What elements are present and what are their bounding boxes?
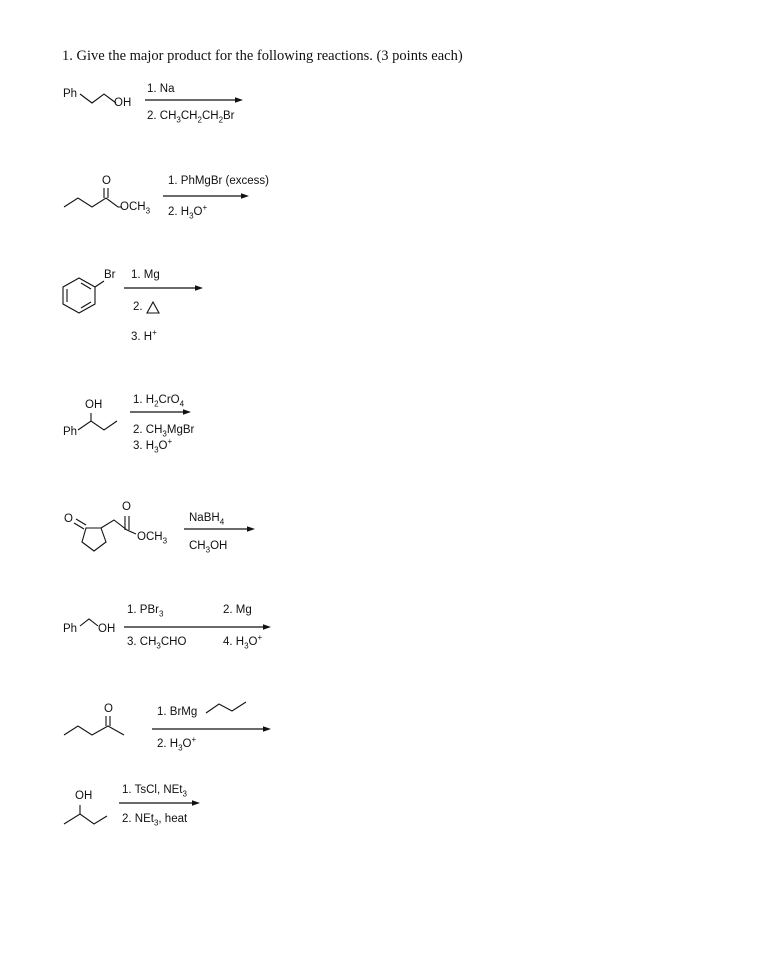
reagent-label: 1. $H_2CrO_4$ <box>133 394 185 409</box>
atom-label: Ph <box>63 88 78 100</box>
atom-label: $OCH_3$ <box>120 201 151 216</box>
reagent-label: $CH_3OH$ <box>189 540 228 555</box>
reagent-label: 1. PBr$_3$ <box>127 604 164 619</box>
reagent-label: 1. Mg <box>131 269 160 281</box>
reagent-label: 1. BrMg <box>157 706 198 718</box>
reagent-label: 2. $CH_3CH_2CH_2Br$ <box>147 110 235 125</box>
reagent-label: 2. $H_3O^+$ <box>168 203 208 221</box>
atom-label: Br <box>104 269 116 281</box>
reaction-arrow <box>0 0 1 1</box>
reagent-label: 1. Na <box>147 83 175 95</box>
atom-label: OH <box>98 623 116 635</box>
reagent-label: 2. $CH_3MgBr$ <box>133 424 195 439</box>
atom-label: O <box>102 175 111 187</box>
reagent-label: 3. $H_3O^+$ <box>133 437 173 455</box>
atom-label: OH <box>85 399 103 411</box>
reagent-label: 1. PhMgBr (excess) <box>168 175 269 187</box>
atom-label: OH <box>114 97 132 109</box>
reagent-label: 3. $CH_3CHO$ <box>127 636 187 651</box>
atom-label: O <box>122 501 131 513</box>
reagent-label: 2. $H_3O^+$ <box>157 735 197 753</box>
atom-label: $OCH_3$ <box>137 531 168 546</box>
reagent-label: 4. $H_3O^+$ <box>223 633 263 651</box>
reagent-label: 3. H+ <box>131 328 157 343</box>
atom-label: Ph <box>63 426 78 438</box>
reagent-label: 2. <box>133 301 143 313</box>
reagent-label: 2. Mg <box>223 604 252 616</box>
question-title: 1. Give the major product for the following reactions. (3 points each) <box>62 48 463 64</box>
atom-label: OH <box>75 790 93 802</box>
atom-label: O <box>104 703 113 715</box>
reagent-label: 2. NEt$_3$, heat <box>122 813 188 828</box>
reagent-label: NaBH$_4$ <box>189 512 225 527</box>
reagent-label: 1. TsCl, NEt$_3$ <box>122 784 187 799</box>
atom-label: Ph <box>63 623 78 635</box>
atom-label: O <box>64 513 73 525</box>
